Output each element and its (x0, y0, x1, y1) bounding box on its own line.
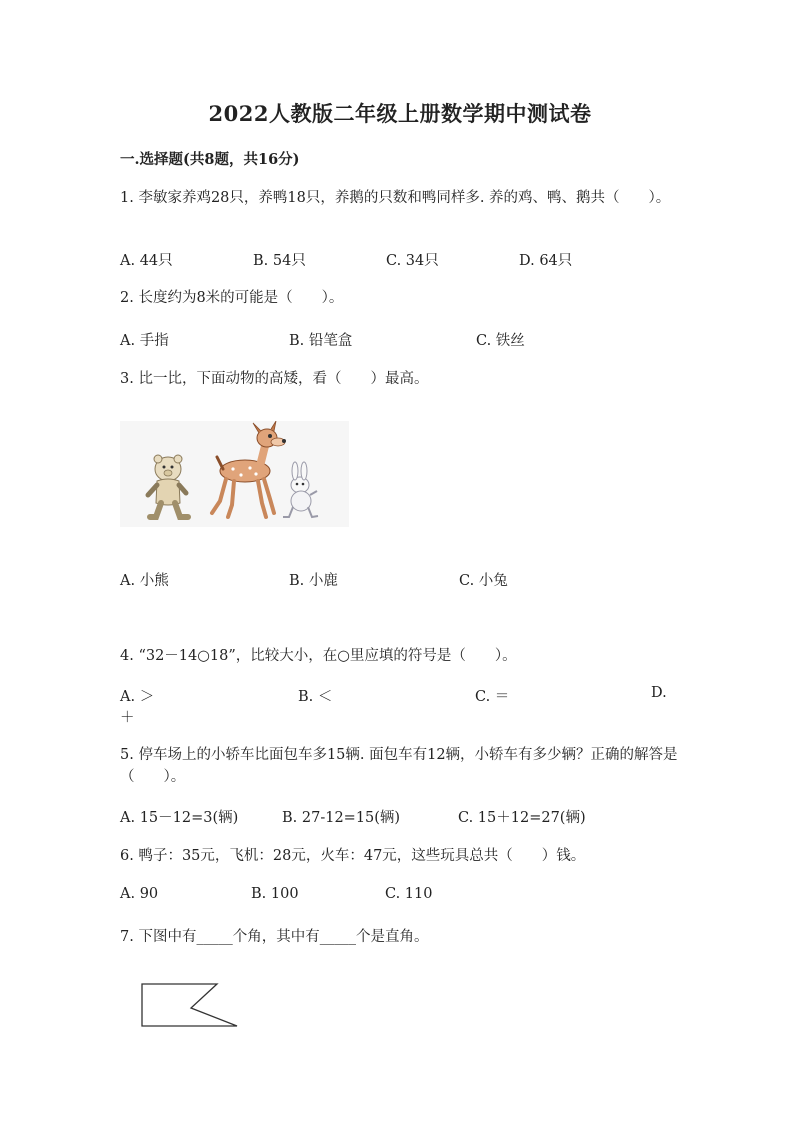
q6-option-a: A. 90 (120, 886, 159, 902)
q3-option-a: A. 小熊 (120, 573, 169, 589)
animals-image (120, 421, 349, 527)
section-heading: 一.选择题(共8题，共16分) (120, 151, 300, 168)
q4-option-d-symbol: ＋ (120, 710, 135, 726)
q4-option-a: A. ＞ (120, 689, 155, 705)
question-7: 7. 下图中有_____个角，其中有_____个是直角。 (120, 929, 429, 945)
q5-option-b: B. 27-12=15(辆) (282, 810, 401, 826)
deer-figure (212, 421, 286, 517)
q2-option-b: B. 铅笔盒 (289, 333, 353, 349)
q5-option-a: A. 15－12=3(辆) (120, 810, 239, 826)
page-title: 2022人教版二年级上册数学期中测试卷 (208, 101, 592, 126)
question-3: 3. 比一比，下面动物的高矮，看（ ）最高。 (120, 371, 429, 387)
q2-option-c: C. 铁丝 (476, 333, 525, 349)
question-4: 4. “32－14○18”，比较大小，在○里应填的符号是（ ）。 (120, 648, 517, 664)
bear-figure (148, 455, 188, 517)
angle-figure (138, 980, 242, 1034)
question-5: 5. 停车场上的小轿车比面包车多15辆. 面包车有12辆，小轿车有多少辆？正确的解答是（ ）。 (120, 747, 678, 785)
q5-option-c: C. 15＋12=27(辆) (458, 810, 586, 826)
q6-option-b: B. 100 (251, 886, 299, 902)
q6-option-c: C. 110 (385, 886, 433, 902)
question-6: 6. 鸭子：35元，飞机：28元，火车：47元，这些玩具总共（ ）钱。 (120, 848, 586, 864)
q1-option-c: C. 34只 (386, 253, 439, 269)
q4-option-c: C. ＝ (475, 689, 510, 705)
q1-option-a: A. 44只 (120, 253, 173, 269)
q4-option-b: B. ＜ (298, 689, 333, 705)
q3-option-b: B. 小鹿 (289, 573, 338, 589)
q1-option-b: B. 54只 (253, 253, 306, 269)
q3-option-c: C. 小兔 (459, 573, 508, 589)
rabbit-figure (283, 462, 318, 517)
question-1: 1. 李敏家养鸡28只，养鸭18只，养鹅的只数和鸭同样多. 养的鸡、鸭、鹅共（ ）。 (120, 190, 671, 206)
q1-option-d: D. 64只 (519, 253, 573, 269)
q2-option-a: A. 手指 (120, 333, 169, 349)
q4-option-d: D. (651, 685, 667, 701)
question-2: 2. 长度约为8米的可能是（ ）。 (120, 290, 344, 306)
